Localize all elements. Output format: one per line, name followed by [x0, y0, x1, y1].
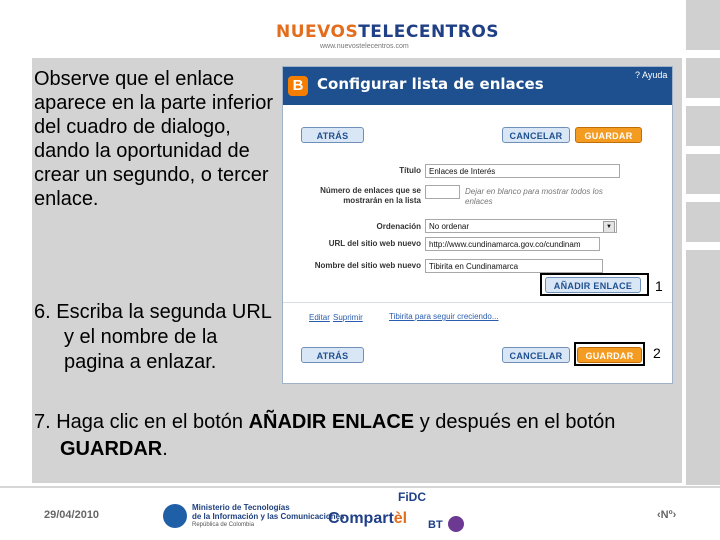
add-link-button[interactable]: AÑADIR ENLACE — [545, 277, 641, 293]
ministry-logo-text — [192, 503, 345, 530]
side-bar-decoration — [686, 250, 720, 485]
help-link[interactable]: ? Ayuda — [635, 70, 668, 80]
side-bar-decoration — [686, 0, 720, 50]
blogger-icon: B — [288, 76, 308, 96]
step-7-add-link-emphasis: AÑADIR ENLACE — [248, 411, 415, 433]
dialog-divider — [283, 302, 672, 303]
side-bar-decoration — [686, 154, 720, 194]
instruction-note: Observe que el enlace aparece en la parte inferior del cuadro de dialogo, dando la oportunidad de crear un segundo, o tercer enlace. — [34, 68, 274, 210]
ministry-line-3: República de Colombia — [192, 522, 255, 528]
step-7-save-emphasis: GUARDAR — [60, 438, 163, 460]
bt-logo-text: BT — [428, 519, 443, 531]
link-list-item[interactable]: Tibirita para seguir creciendo... — [389, 312, 499, 321]
cancel-button-bottom[interactable]: CANCELAR — [502, 347, 570, 363]
colombia-shield-icon — [163, 504, 187, 528]
back-button-bottom[interactable]: ATRÁS — [301, 347, 364, 363]
fidc-logo: FiDC — [398, 490, 426, 504]
logo-url-text: www.nuevostelecentros.com — [320, 43, 409, 50]
chevron-down-icon[interactable]: ▼ — [603, 221, 615, 233]
delete-link[interactable]: Suprimir — [333, 313, 363, 322]
title-input[interactable]: Enlaces de Interés — [425, 164, 620, 178]
step-7-middle: y después en el botón — [414, 411, 616, 433]
edit-link[interactable]: Editar — [309, 313, 330, 322]
link-count-hint: Dejar en blanco para mostrar todos los enlaces — [465, 187, 603, 206]
step-7-prefix: 7. Haga clic en el botón — [34, 411, 249, 433]
link-count-input[interactable] — [425, 185, 460, 199]
nuevos-telecentros-logo — [276, 22, 499, 42]
step-7-text — [34, 409, 674, 463]
new-url-label: URL del sitio web nuevo — [328, 239, 421, 248]
ministry-line-1: Ministerio de Tecnologías — [192, 503, 290, 512]
instruction-step-7 — [34, 409, 674, 463]
link-count-label: Número de enlaces que se mostrarán en la lista — [320, 186, 421, 205]
order-select[interactable] — [425, 219, 617, 233]
step-7-suffix: . — [162, 438, 168, 460]
callout-number-2: 2 — [653, 345, 661, 361]
new-url-input[interactable]: http://www.cundinamarca.gov.co/cundinam — [425, 237, 600, 251]
side-bar-decoration — [686, 58, 720, 98]
new-name-label: Nombre del sitio web nuevo — [314, 261, 421, 270]
compartel-logo — [328, 510, 407, 528]
step-6-text: 6. Escriba la segunda URL y el nombre de la pagina a enlazar. — [34, 301, 272, 373]
configure-links-dialog — [282, 66, 673, 384]
cancel-button-top[interactable]: CANCELAR — [502, 127, 570, 143]
back-button-top[interactable]: ATRÁS — [301, 127, 364, 143]
dialog-title: Configurar lista de enlaces — [317, 75, 544, 93]
side-bar-decoration — [686, 202, 720, 242]
callout-box-save — [574, 342, 645, 366]
callout-box-add-link — [540, 273, 649, 296]
ministry-line-2: de la Información y las Comunicaciones — [192, 512, 345, 521]
page-number: ‹Nº› — [657, 509, 677, 521]
order-label: Ordenación — [376, 222, 421, 231]
side-bar-decoration — [686, 106, 720, 146]
bt-globe-icon — [448, 516, 464, 532]
new-name-input[interactable]: Tibirita en Cundinamarca — [425, 259, 603, 273]
footer-divider — [0, 486, 720, 488]
logo-text-nuevos: NUEVOS — [276, 22, 359, 42]
compartel-text-b: èl — [393, 510, 408, 527]
save-button-top[interactable]: GUARDAR — [575, 127, 642, 143]
compartel-text-a: Compart — [328, 510, 394, 527]
instruction-step-6 — [34, 300, 282, 375]
title-label: Título — [399, 166, 421, 175]
callout-number-1: 1 — [655, 278, 663, 294]
order-selected-value: No ordenar — [429, 222, 470, 231]
logo-text-telecentros: TELECENTROS — [358, 22, 500, 42]
save-button-bottom[interactable]: GUARDAR — [577, 347, 642, 363]
footer-date: 29/04/2010 — [44, 509, 100, 521]
